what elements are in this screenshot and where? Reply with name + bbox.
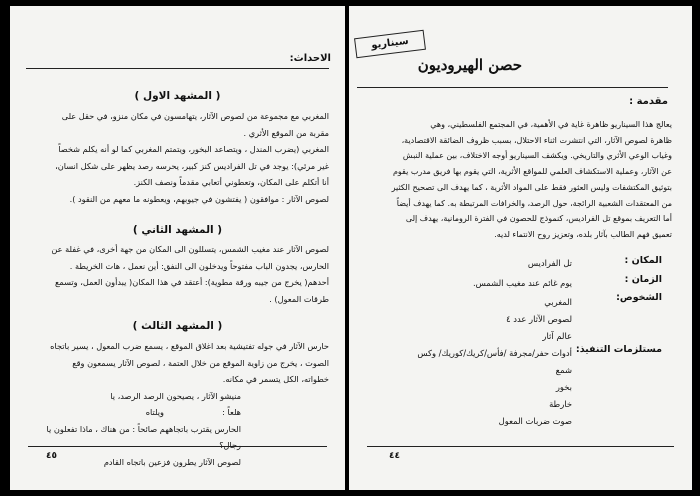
characters-label: الشخوص: bbox=[616, 292, 662, 303]
intro-line: عن الآثار، وعملية الاستكشاف العلمي للمواقع الأثرية، التي يقوم بها فريق مدرب يقوم bbox=[392, 167, 672, 177]
scene3-line: لصوص الآثار يطرون فزعين باتجاه القادم bbox=[103, 456, 241, 467]
intro-line: ظاهرة لصوص الآثار، التي انتشرت اثناء الاحتلال، بسبب ظروف الضائقة الاقتصادية، bbox=[401, 135, 672, 145]
scenario-label: سيناريو bbox=[354, 30, 426, 58]
scene3-title: ( المشهد الثالث ) bbox=[132, 320, 223, 332]
time-value: يوم غائم عند مغيب الشمس. bbox=[472, 278, 572, 288]
list-item: أدوات حفر/مجرفة /فأس/كريك/كوريك/ وكس bbox=[417, 348, 572, 358]
events-header: الاحداث: bbox=[289, 53, 331, 64]
scene2-line: أحدهم( يخرج من جيبه ورقة مطوية): أعتقد في هذا المكان( يبدأون العمل، وتسمع bbox=[54, 277, 329, 287]
scene3-dialogue bbox=[104, 388, 329, 421]
intro-line: من المعتقدات الشعبية الرائجة، حول الرصد، والخرافات المرتبطة به. كما يهدف أيضاً bbox=[396, 198, 672, 208]
dialogue-text: الرصد الرصد، يا ويلتاه bbox=[110, 390, 164, 417]
header-rule bbox=[26, 68, 329, 69]
scene1-line: أنا أتكلم على المكان، وتعطوني أتعابي مقدماً ونصف الكنز. bbox=[133, 177, 329, 187]
list-item: عالم آثار bbox=[542, 331, 572, 341]
scene3-line: حارس الآثار في جوله تفتيشية بعد اغلاق الموقع ، يسمع ضرب المعول ، يسير باتجاه bbox=[50, 341, 329, 351]
list-item: لصوص الآثار عدد ٤ bbox=[506, 314, 572, 324]
scene2-title: ( المشهد الثاني ) bbox=[132, 224, 223, 236]
intro-line: أما التعريف بموقع تل الفراديس، كنموذج للحصون في الفترة الرومانية، يهدف إلى bbox=[405, 214, 672, 224]
footer-rule bbox=[367, 446, 674, 447]
scene1-line: مقربة من الموقع الأثري . bbox=[243, 127, 329, 138]
intro-heading: مقدمة : bbox=[629, 96, 668, 107]
scene3-line: الحارس يقترب باتجاههم صائحاً : من هناك ، ماذا تفعلون يا رجال؟ bbox=[46, 423, 241, 450]
requirements-label: مستلزمات التنفيذ: bbox=[575, 344, 662, 355]
scene1-line: غير مرئي): يوجد في تل الفراديس كنز كبير، يحرسه رصد يظهر على شكل انسان، bbox=[55, 160, 329, 171]
intro-line: بتوثيق المكتشفات وليس العثور فقط على المواد الأثرية ، كما يهدف الى تصحيح الكثير bbox=[391, 182, 672, 192]
footer-rule bbox=[28, 446, 327, 447]
scene2-line: لصوص الآثار عند مغيب الشمس، يتسللون الى المكان من جهة أخرى، في غفلة عن bbox=[51, 244, 329, 254]
list-item: شمع bbox=[555, 365, 572, 375]
intro-line: تعميق فهم الطالب بآثار بلده، وتعزيز روح الانتماء لديه. bbox=[494, 229, 672, 239]
scene2-body bbox=[28, 241, 329, 307]
page-number: ٤٥ bbox=[46, 451, 57, 461]
scene3-line: الصوت ، يخرج من زاوية الموقع من خلال العتمة ، لصوص الآثار يسمعون وقع bbox=[72, 357, 329, 368]
intro-body bbox=[371, 117, 672, 243]
page-45 bbox=[10, 6, 345, 490]
list-item: صوت ضربات المعول bbox=[498, 416, 572, 426]
scene1-line: المغربي (يضرب المندل ، ويتصاعد البخور، ويتمتم المغربي كما لو أنه يكلم شخصاً bbox=[58, 144, 329, 154]
scene2-line: الحارس، يجدون الباب مفتوحاً ويدخلون الى النفق: أين نعمل ، هات الخريطة . bbox=[69, 260, 329, 271]
characters-list bbox=[506, 294, 572, 345]
time-label: الزمان : bbox=[624, 274, 662, 285]
page-44 bbox=[349, 6, 692, 490]
scene1-line: لصوص الآثار : موافقون ( يفتشون في جيوبهم، ويعطونه ما معهم من النقود ). bbox=[69, 193, 329, 204]
scene3-body bbox=[28, 338, 329, 470]
dialogue-speaker: منيشو الآثار ، يصيحون هلعاً : bbox=[166, 390, 241, 417]
list-item: خارطة bbox=[549, 399, 572, 409]
page-number: ٤٤ bbox=[389, 451, 400, 461]
scene1-line: المغربي مع مجموعة من لصوص الآثار، يتهامسون في مكان منزو، في حقل على bbox=[61, 111, 329, 121]
play-title: حصن الهيروديون bbox=[417, 56, 522, 74]
requirements-list bbox=[417, 345, 572, 430]
intro-line: وغياب الوعي الأثري والتاريخي. ويكشف السيناريو أوجه الاختلاف، بين عملية النبش bbox=[402, 151, 672, 161]
place-label: المكان : bbox=[624, 255, 662, 266]
scene2-line: طرقات المعول) . bbox=[269, 293, 329, 304]
scene1-title: ( المشهد الاول ) bbox=[134, 90, 221, 102]
list-item: بخور bbox=[555, 382, 572, 392]
scene3-line: خطواته، الكل يتسمر في مكانه. bbox=[222, 374, 329, 384]
intro-line: يعالج هذا السيناريو ظاهرة غاية في الأهمية، في المجتمع الفلسطيني، وهي bbox=[430, 120, 672, 129]
place-value: تل الفراديس bbox=[527, 258, 572, 268]
scene1-body bbox=[28, 108, 329, 207]
list-item: المغربي bbox=[544, 297, 572, 307]
